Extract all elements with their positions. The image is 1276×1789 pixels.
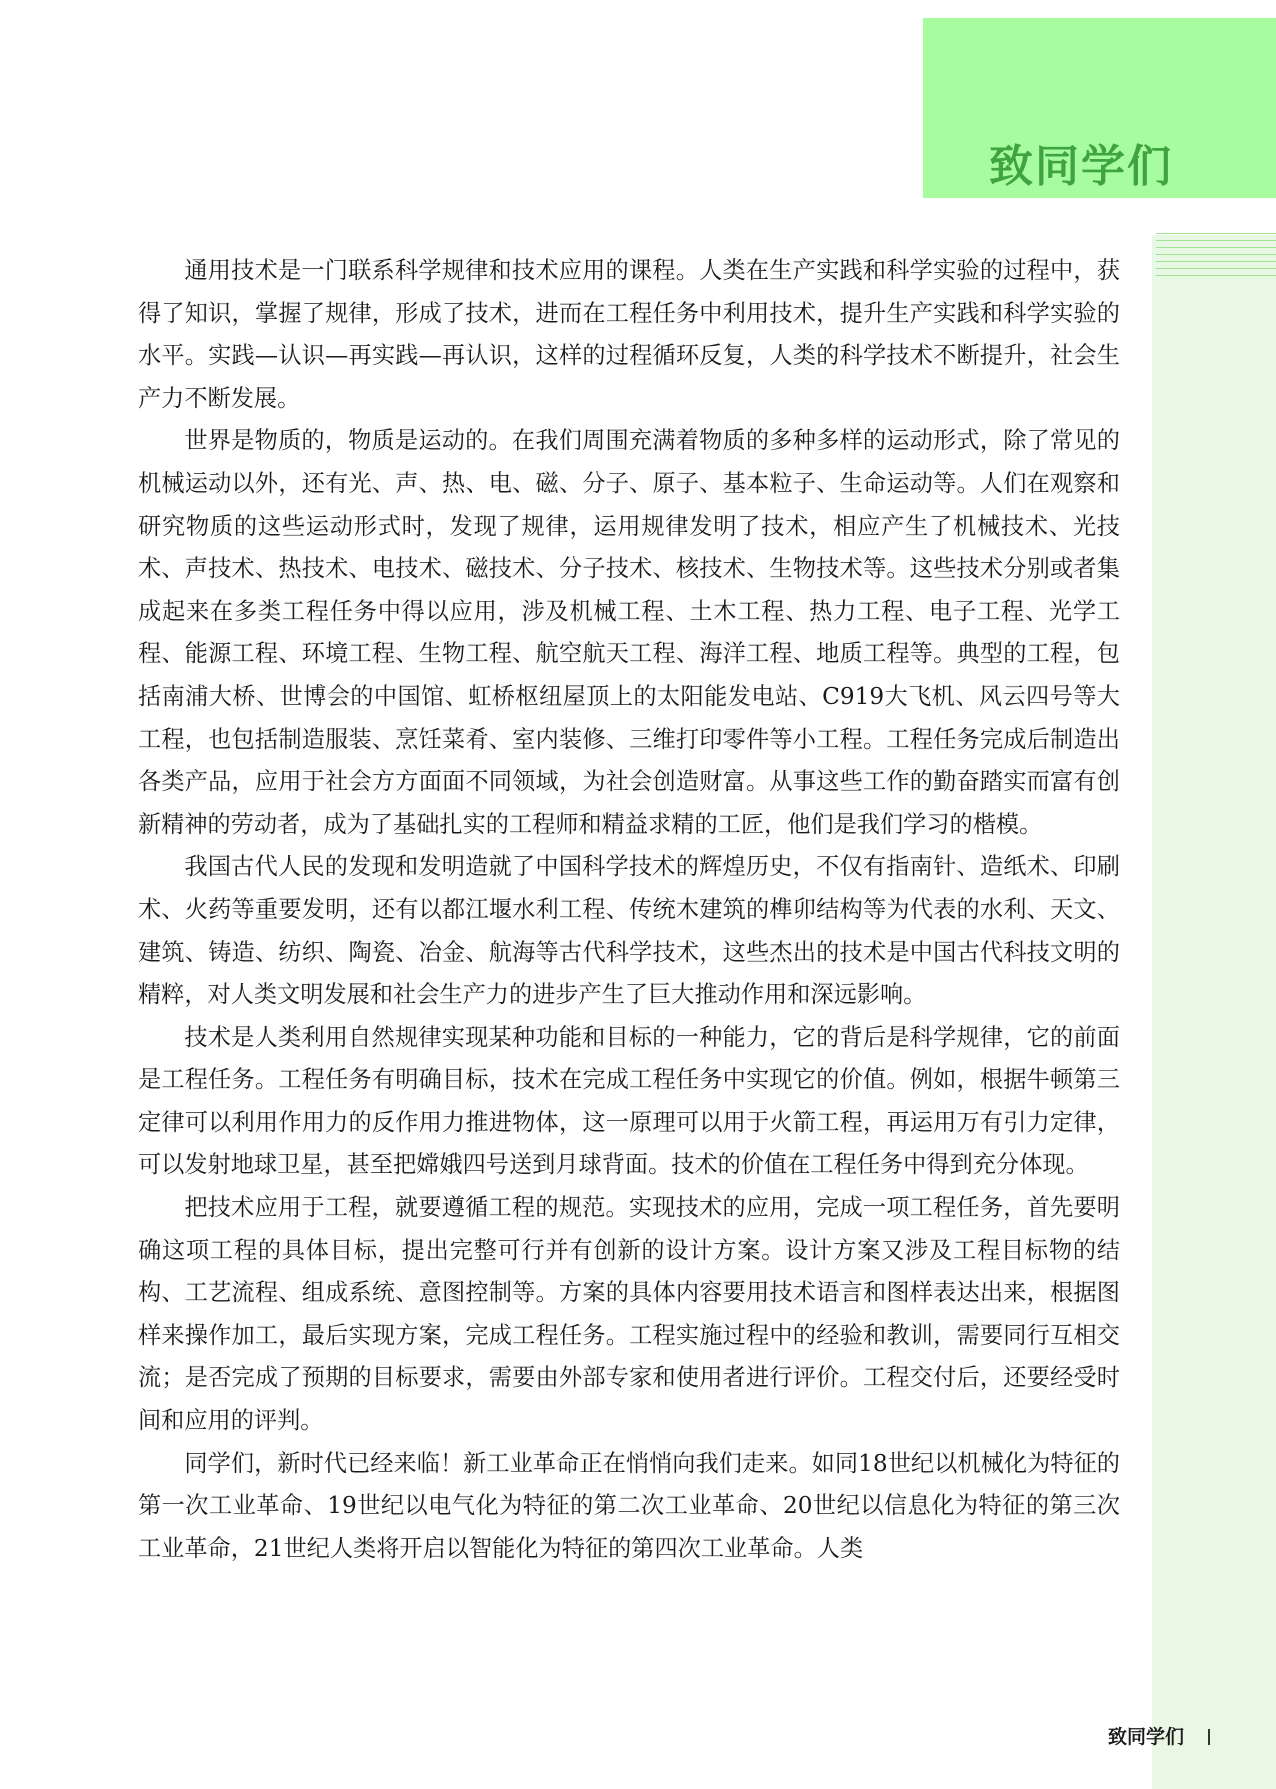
- paragraph-6: 同学们，新时代已经来临！新工业革命正在悄悄向我们走来。如同18世纪以机械化为特征的第一次工业革命、19世纪以电气化为特征的第二次工业革命、20世纪以信息化为特征的第三次工业革命，21世纪人类将开启以智能化为特征的第四次工业革命。人类: [138, 1449, 1120, 1562]
- paragraph-2: 世界是物质的，物质是运动的。在我们周围充满着物质的多种多样的运动形式，除了常见的机械运动以外，还有光、声、热、电、磁、分子、原子、基本粒子、生命运动等。人们在观察和研究物质的这些运动形式时，发现了规律，运用规律发明了技术，相应产生了机械技术、光技术、声技术、热技术、电技术、磁技术、分子技术、核技术、生物技术等。这些技术分别或者集成起来在多类工程任务中得以应用，涉及机械工程、土木工程、热力工程、电子工程、光学工程、能源工程、环境工程、生物工程、航空航天工程、海洋工程、地质工程等。典型的工程，包括南浦大桥、世博会的中国馆、虹桥枢纽屋顶上的太阳能发电站、C919大飞机、风云四号等大工程，也包括制造服装、烹饪菜肴、室内装修、三维打印零件等小工程。工程任务完成后制造出各类产品，应用于社会方方面面不同领域，为社会创造财富。从事这些工作的勤奋踏实而富有创新精神的劳动者，成为了基础扎实的工程师和精益求精的工匠，他们是我们学习的楷模。: [138, 427, 1120, 838]
- title-banner: [923, 18, 1276, 198]
- paragraph-1: 通用技术是一门联系科学规律和技术应用的课程。人类在生产实践和科学实验的过程中，获得了知识，掌握了规律，形成了技术，进而在工程任务中利用技术，提升生产实践和科学实验的水平。实践—认识—再实践—再认识，这样的过程循环反复，人类的科学技术不断提升，社会生产力不断发展。: [138, 257, 1120, 412]
- side-decor-strip: [1152, 235, 1276, 1789]
- side-decor-lines: [1156, 233, 1276, 293]
- running-title: 致同学们: [1107, 1726, 1184, 1748]
- paragraph-5: 把技术应用于工程，就要遵循工程的规范。实现技术的应用，完成一项工程任务，首先要明确这项工程的具体目标，提出完整可行并有创新的设计方案。设计方案又涉及工程目标物的结构、工艺流程、组成系统、意图控制等。方案的具体内容要用技术语言和图样表达出来，根据图样来操作加工，最后实现方案，完成工程任务。工程实施过程中的经验和教训，需要同行互相交流；是否完成了预期的目标要求，需要由外部专家和使用者进行评价。工程交付后，还要经受时间和应用的评判。: [138, 1194, 1120, 1435]
- page-footer: [1108, 1722, 1210, 1749]
- footer-divider: [1208, 1729, 1210, 1745]
- page-title: 致同学们: [989, 141, 1173, 192]
- paragraph-4: 技术是人类利用自然规律实现某种功能和目标的一种能力，它的背后是科学规律，它的前面是工程任务。工程任务有明确目标，技术在完成工程任务中实现它的价值。例如，根据牛顿第三定律可以利用作用力的反作用力推进物体，这一原理可以用于火箭工程，再运用万有引力定律，可以发射地球卫星，甚至把嫦娥四号送到月球背面。技术的价值在工程任务中得到充分体现。: [138, 1023, 1120, 1179]
- body-text: [138, 250, 1120, 1570]
- paragraph-3: 我国古代人民的发现和发明造就了中国科学技术的辉煌历史，不仅有指南针、造纸术、印刷术、火药等重要发明，还有以都江堰水利工程、传统木建筑的榫卯结构等为代表的水利、天文、建筑、铸造、纺织、陶瓷、冶金、航海等古代科学技术，这些杰出的技术是中国古代科技文明的精粹，对人类文明发展和社会生产力的进步产生了巨大推动作用和深远影响。: [138, 853, 1120, 1009]
